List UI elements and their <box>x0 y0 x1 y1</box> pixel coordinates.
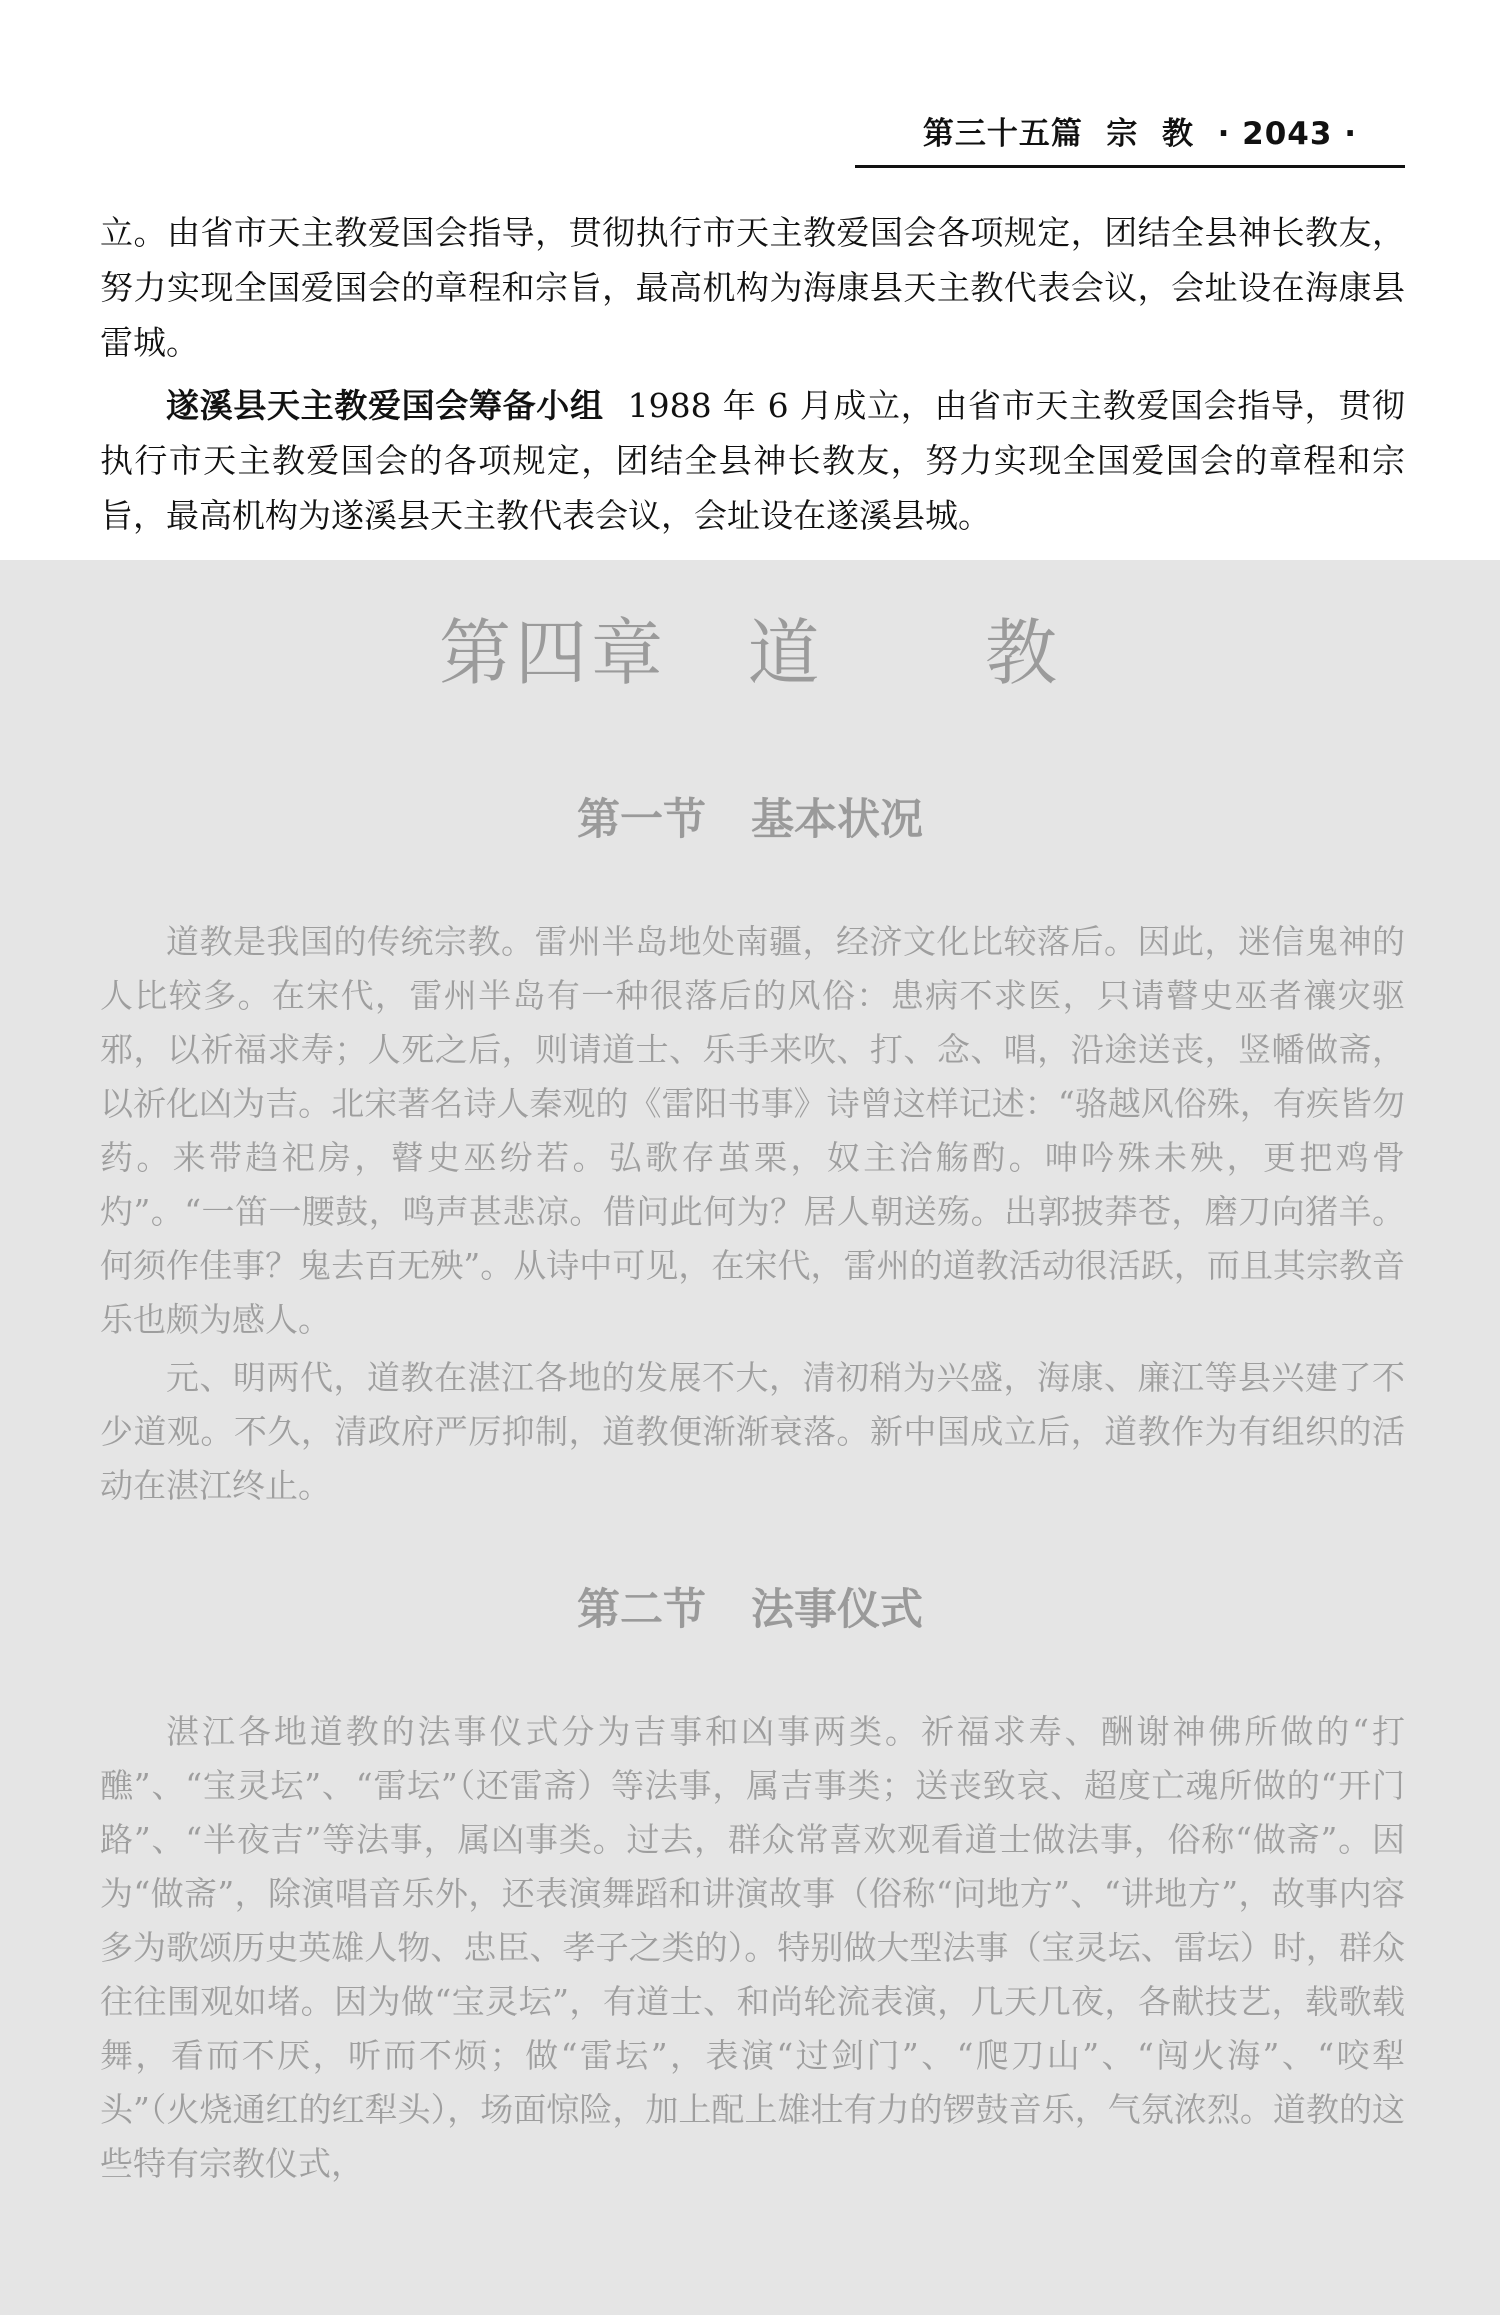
paragraph: 立。由省市天主教爱国会指导，贯彻执行市天主教爱国会各项规定，团结全县神长教友，努力实现全国爱国会的章程和宗旨，最高机构为海康县天主教代表会议，会址设在海康县雷城。 <box>100 213 1405 362</box>
chapter-title: 第四章 道 教 <box>439 611 1061 695</box>
section-body <box>100 1705 1405 2195</box>
section-title: 第二节 法事仪式 <box>577 1585 923 1635</box>
top-text-block <box>100 205 1405 551</box>
section-body <box>100 915 1405 1517</box>
paragraph: 道教是我国的传统宗教。雷州半岛地处南疆，经济文化比较落后。因此，迷信鬼神的人比较多。在宋代，雷州半岛有一种很落后的风俗：患病不求医，只请瞽史巫者禳灾驱邪，以祈福求寿；人死之后，则请道士、乐手来吹、打、念、唱，沿途送丧，竖幡做斋，以祈化凶为吉。北宋著名诗人秦观的《雷阳书事》诗曾这样记述：“骆越风俗殊，有疾皆勿药。来带趋祀房，瞽史巫纷若。弘歌存茧栗，奴主洽觞酌。呻吟殊未殃，更把鸡骨灼”。“一笛一腰鼓，鸣声甚悲凉。借问此何为？居人朝送殇。出郭披莽苍，磨刀向猪羊。何须作佳事？鬼去百无殃”。从诗中可见，在宋代，雷州的道教活动很活跃，而且其宗教音乐也颇为感人。 <box>100 922 1405 1339</box>
section-title: 第一节 基本状况 <box>577 795 923 845</box>
running-header-text: 第三十五篇 宗 教 · 2043 · <box>922 116 1357 152</box>
paragraph: 元、明两代，道教在湛江各地的发展不大，清初稍为兴盛，海康、廉江等县兴建了不少道观。不久，清政府严厉抑制，道教便渐渐衰落。新中国成立后，道教作为有组织的活动在湛江终止。 <box>100 1358 1405 1505</box>
running-header <box>855 112 1405 168</box>
entry-text: 1988 年 6 月成立，由省市天主教爱国会指导，贯彻执行市天主教爱国会的各项规定，团结全县神长教友，努力实现全国爱国会的章程和宗旨，最高机构为遂溪县天主教代表会议，会址设在遂溪县城。 <box>100 386 1405 535</box>
paragraph: 湛江各地道教的法事仪式分为吉事和凶事两类。祈福求寿、酬谢神佛所做的“打醮”、“宝灵坛”、“雷坛”（还雷斋）等法事，属吉事类；送丧致哀、超度亡魂所做的“开门路”、“半夜吉”等法事，属凶事类。过去，群众常喜欢观看道士做法事，俗称“做斋”。因为“做斋”，除演唱音乐外，还表演舞蹈和讲演故事（俗称“问地方”、“讲地方”，故事内容多为歌颂历史英雄人物、忠臣、孝子之类的）。特别做大型法事（宝灵坛、雷坛）时，群众往往围观如堵。因为做“宝灵坛”，有道士、和尚轮流表演，几天几夜，各献技艺，载歌载舞，看而不厌，听而不烦；做“雷坛”，表演“过剑门”、“爬刀山”、“闯火海”、“咬犁头”（火烧通红的红犁头），场面惊险，加上配上雄壮有力的锣鼓音乐，气氛浓烈。道教的这些特有宗教仪式， <box>100 1712 1405 2183</box>
entry-term: 遂溪县天主教爱国会筹备小组 <box>166 386 604 425</box>
paragraph <box>100 378 1405 543</box>
